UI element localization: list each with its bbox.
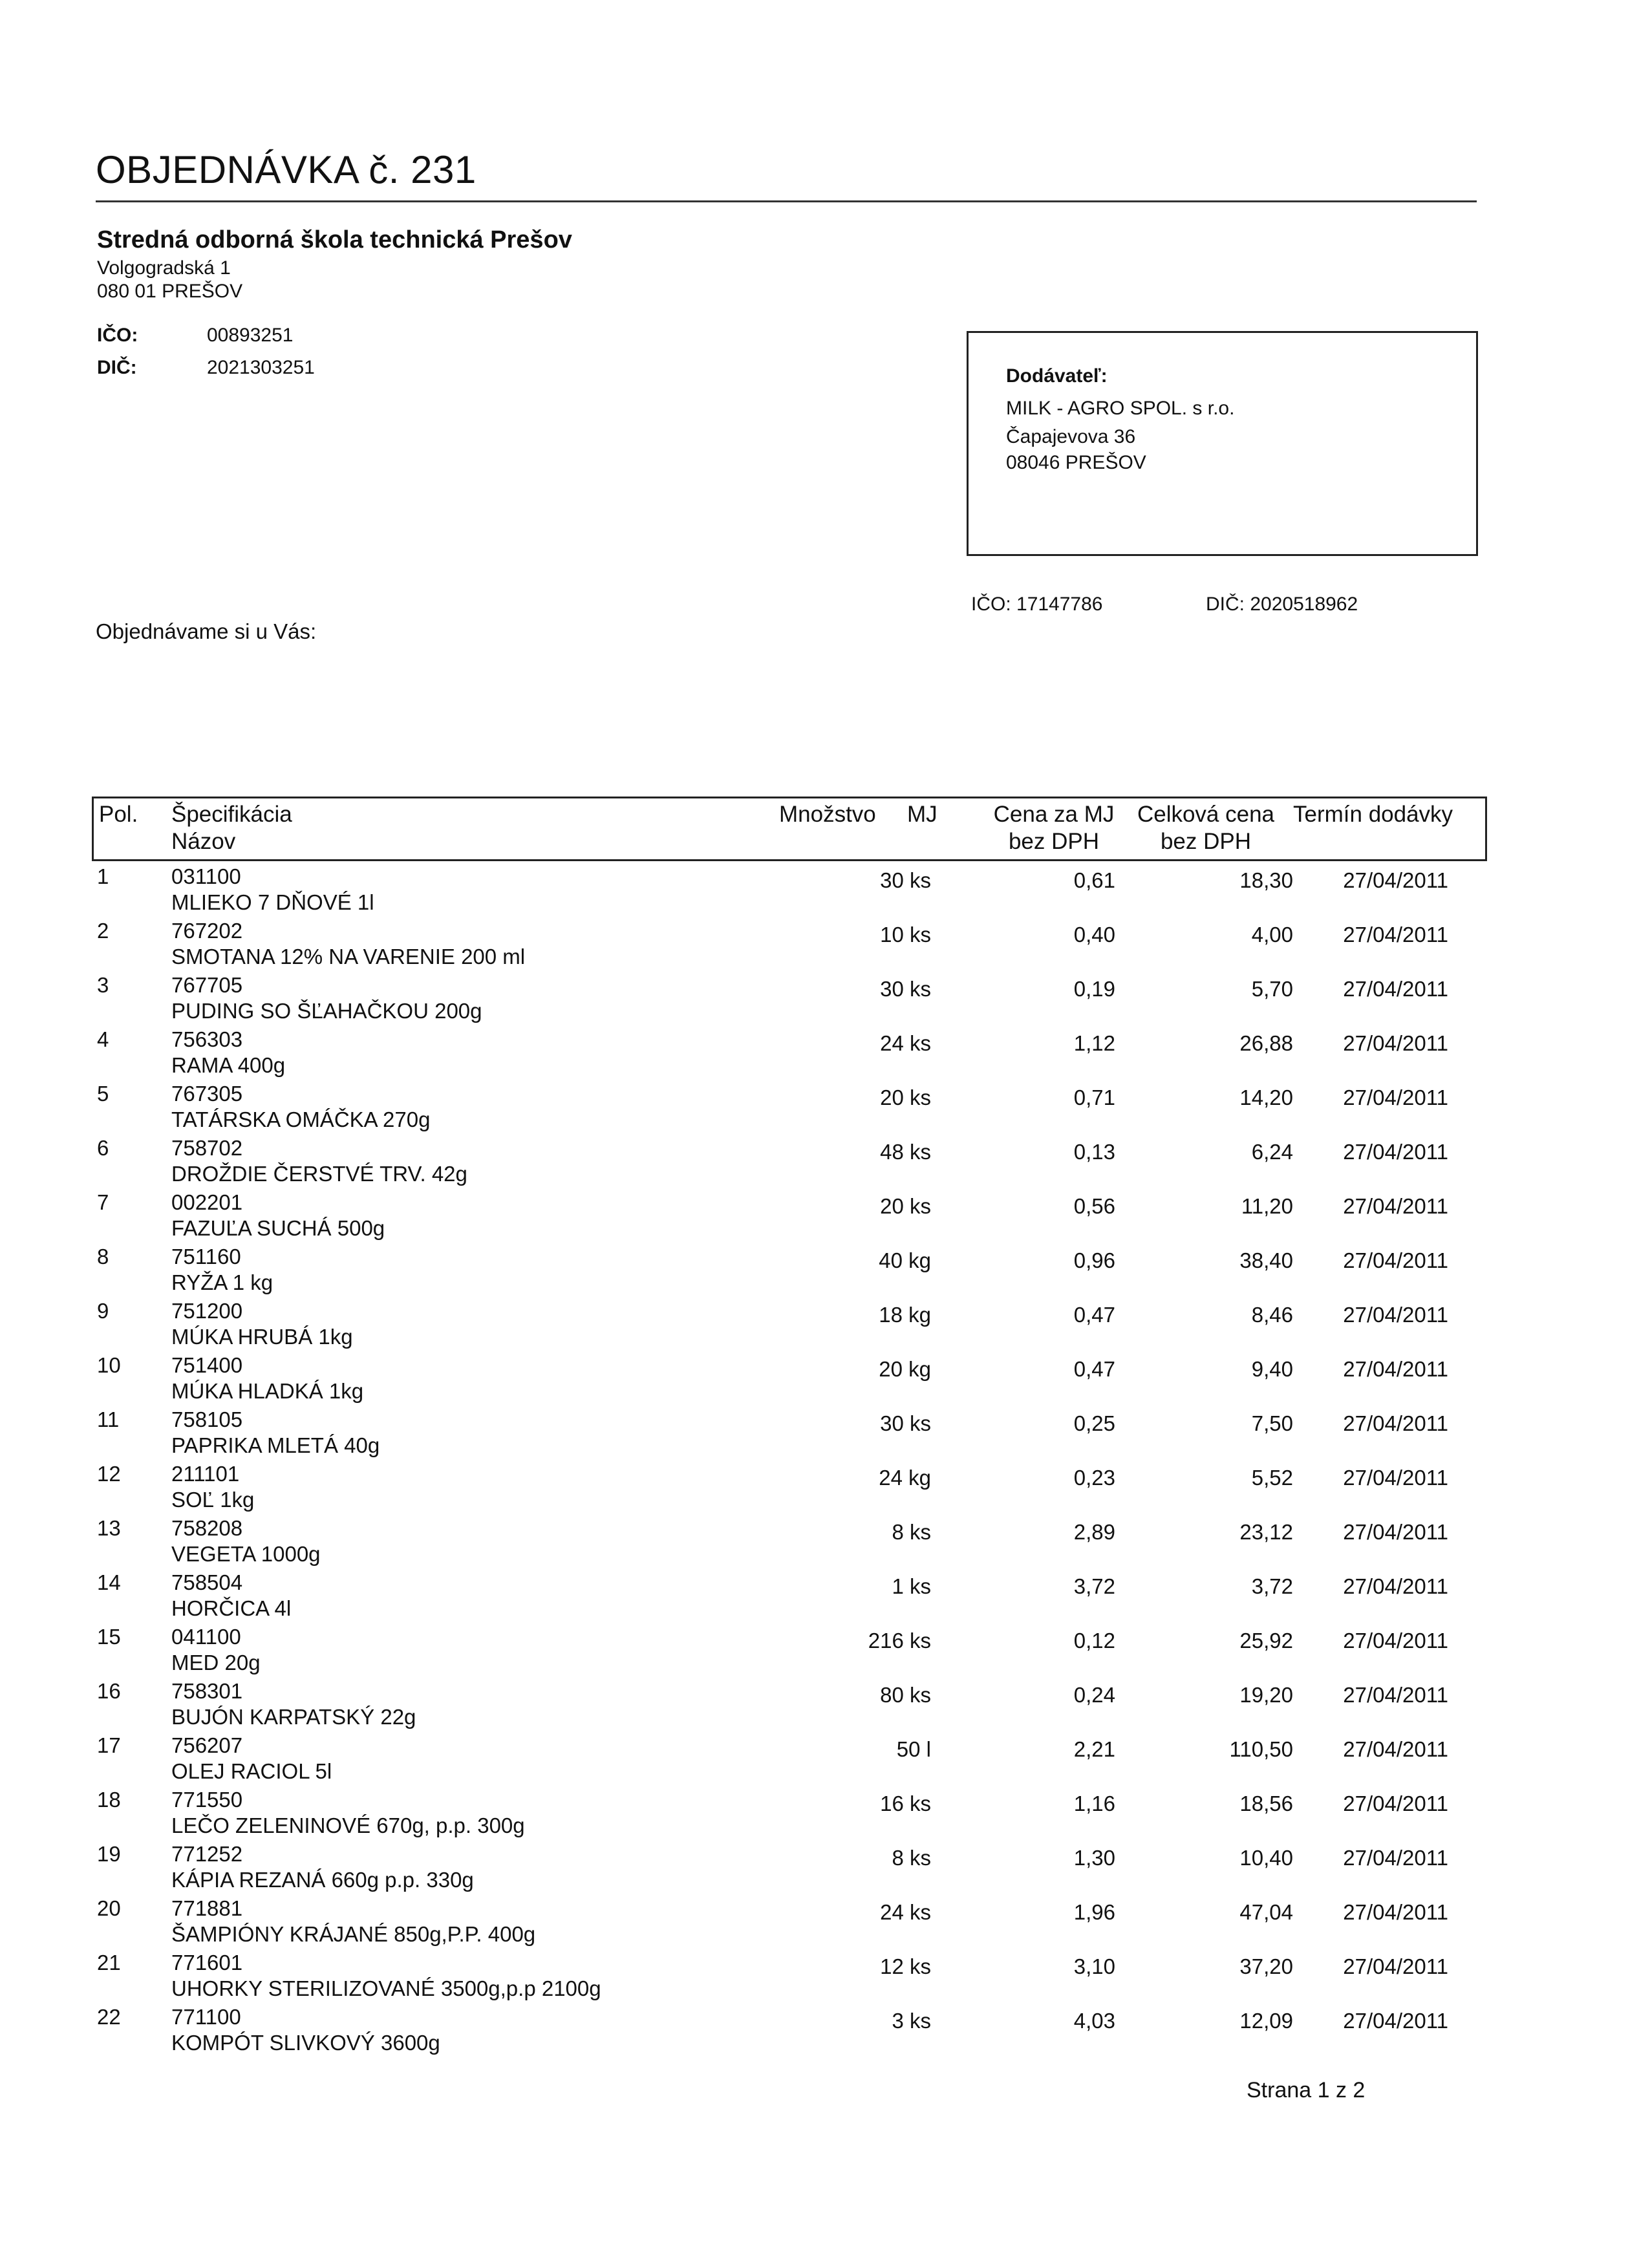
row-pos: 11 [97, 1407, 120, 1431]
table-row [0, 1787, 1650, 1841]
row-name: MLIEKO 7 DŇOVÉ 1l [171, 890, 374, 914]
row-unit-price: 0,25 [1073, 1411, 1115, 1435]
table-row [0, 1950, 1650, 2004]
row-code: 767202 [171, 919, 243, 943]
row-code: 758301 [171, 1679, 243, 1703]
row-pos: 8 [97, 1245, 109, 1268]
row-name: KÁPIA REZANÁ 660g p.p. 330g [171, 1868, 474, 1892]
row-unit-price: 4,03 [1073, 2009, 1115, 2033]
row-qty: 30 ks [880, 1411, 931, 1435]
row-name: TATÁRSKA OMÁČKA 270g [171, 1107, 431, 1131]
table-row [0, 1570, 1650, 1624]
row-qty: 10 ks [880, 923, 931, 947]
row-unit-price: 1,16 [1073, 1792, 1115, 1815]
row-qty: 1 ks [892, 1574, 931, 1598]
row-qty: 20 ks [880, 1194, 931, 1218]
table-row [0, 1841, 1650, 1896]
table-row [0, 1298, 1650, 1353]
row-unit-price: 2,21 [1073, 1737, 1115, 1761]
header-total-sub: bez DPH [1160, 829, 1252, 854]
row-qty: 8 ks [892, 1520, 931, 1544]
table-row [0, 1678, 1650, 1733]
row-delivery-date: 27/04/2011 [1343, 1086, 1448, 1109]
row-name: PUDING SO ŠĽAHAČKOU 200g [171, 999, 482, 1023]
row-qty: 30 ks [880, 977, 931, 1001]
row-name: VEGETA 1000g [171, 1542, 321, 1566]
row-unit-price: 0,13 [1073, 1140, 1115, 1164]
row-total: 26,88 [1239, 1031, 1293, 1055]
row-qty: 8 ks [892, 1846, 931, 1870]
row-total: 11,20 [1241, 1194, 1293, 1218]
row-pos: 20 [97, 1896, 121, 1920]
row-name: RYŽA 1 kg [171, 1270, 273, 1294]
row-name: OLEJ RACIOL 5l [171, 1759, 332, 1783]
row-qty: 40 kg [879, 1248, 931, 1272]
row-name: MÚKA HRUBÁ 1kg [171, 1325, 353, 1349]
row-delivery-date: 27/04/2011 [1343, 1140, 1448, 1164]
supplier-dic: DIČ: 2020518962 [1206, 594, 1358, 615]
row-total: 12,09 [1239, 2009, 1293, 2033]
row-total: 8,46 [1251, 1303, 1293, 1327]
row-code: 756303 [171, 1027, 243, 1051]
row-delivery-date: 27/04/2011 [1343, 1466, 1448, 1490]
row-delivery-date: 27/04/2011 [1343, 1574, 1448, 1598]
buyer-ico-label: IČO: [97, 325, 138, 346]
row-delivery-date: 27/04/2011 [1343, 1031, 1448, 1055]
row-qty: 80 ks [880, 1683, 931, 1707]
row-code: 771550 [171, 1788, 243, 1812]
row-qty: 24 kg [879, 1466, 931, 1490]
row-qty: 12 ks [880, 1954, 931, 1978]
row-pos: 2 [97, 919, 109, 943]
row-code: 751200 [171, 1299, 243, 1323]
table-row [0, 1733, 1650, 1787]
row-pos: 14 [97, 1570, 121, 1594]
row-unit-price: 0,40 [1073, 923, 1115, 947]
row-unit-price: 0,47 [1073, 1303, 1115, 1327]
row-total: 110,50 [1229, 1737, 1293, 1761]
buyer-name: Stredná odborná škola technická Prešov [97, 226, 572, 253]
row-unit-price: 0,47 [1073, 1357, 1115, 1381]
row-code: 041100 [171, 1625, 241, 1649]
row-pos: 17 [97, 1733, 121, 1757]
row-delivery-date: 27/04/2011 [1343, 1520, 1448, 1544]
row-unit-price: 3,10 [1073, 1954, 1115, 1978]
table-row [0, 1135, 1650, 1190]
row-pos: 6 [97, 1136, 109, 1160]
row-total: 37,20 [1239, 1954, 1293, 1978]
row-total: 38,40 [1239, 1248, 1293, 1272]
row-total: 25,92 [1239, 1629, 1293, 1653]
row-delivery-date: 27/04/2011 [1343, 1629, 1448, 1653]
row-qty: 3 ks [892, 2009, 931, 2033]
table-row [0, 1081, 1650, 1135]
row-total: 9,40 [1251, 1357, 1293, 1381]
row-name: KOMPÓT SLIVKOVÝ 3600g [171, 2031, 440, 2055]
row-qty: 30 ks [880, 868, 931, 892]
row-delivery-date: 27/04/2011 [1343, 1792, 1448, 1815]
table-row [0, 1190, 1650, 1244]
buyer-dic-label: DIČ: [97, 357, 137, 378]
row-delivery-date: 27/04/2011 [1343, 2009, 1448, 2033]
row-delivery-date: 27/04/2011 [1343, 1737, 1448, 1761]
row-pos: 19 [97, 1842, 121, 1866]
row-total: 19,20 [1239, 1683, 1293, 1707]
row-pos: 18 [97, 1788, 121, 1812]
row-code: 211101 [171, 1462, 240, 1486]
row-name: RAMA 400g [171, 1053, 286, 1077]
title-divider [96, 200, 1477, 202]
row-qty: 20 ks [880, 1086, 931, 1109]
order-intro: Objednávame si u Vás: [96, 619, 317, 643]
page-title: OBJEDNÁVKA č. 231 [96, 148, 477, 191]
header-name: Názov [171, 829, 236, 854]
row-delivery-date: 27/04/2011 [1343, 1194, 1448, 1218]
row-delivery-date: 27/04/2011 [1343, 1683, 1448, 1707]
row-delivery-date: 27/04/2011 [1343, 977, 1448, 1001]
row-code: 751160 [171, 1245, 241, 1268]
header-unit-price-sub: bez DPH [1008, 829, 1100, 854]
row-unit-price: 0,12 [1073, 1629, 1115, 1653]
row-code: 758504 [171, 1570, 243, 1594]
row-delivery-date: 27/04/2011 [1343, 1846, 1448, 1870]
supplier-box [967, 331, 1478, 556]
table-row [0, 2004, 1650, 2059]
row-pos: 16 [97, 1679, 121, 1703]
table-row [0, 1244, 1650, 1298]
supplier-street: Čapajevova 36 [1006, 426, 1136, 447]
row-name: MED 20g [171, 1651, 261, 1674]
row-pos: 21 [97, 1951, 121, 1974]
row-name: ŠAMPIÓNY KRÁJANÉ 850g,P.P. 400g [171, 1922, 536, 1946]
table-header [92, 797, 1487, 861]
row-qty: 24 ks [880, 1900, 931, 1924]
row-name: SMOTANA 12% NA VARENIE 200 ml [171, 945, 526, 968]
buyer-street: Volgogradská 1 [97, 257, 231, 279]
header-pos: Pol. [99, 802, 138, 827]
row-name: DROŽDIE ČERSTVÉ TRV. 42g [171, 1162, 467, 1186]
row-unit-price: 1,12 [1073, 1031, 1115, 1055]
buyer-dic-value: 2021303251 [207, 357, 315, 378]
header-spec: Špecifikácia [171, 802, 292, 827]
row-delivery-date: 27/04/2011 [1343, 1357, 1448, 1381]
table-row [0, 1407, 1650, 1461]
row-pos: 15 [97, 1625, 121, 1649]
row-name: HORČICA 4l [171, 1596, 292, 1620]
row-delivery-date: 27/04/2011 [1343, 1303, 1448, 1327]
table-row [0, 1353, 1650, 1407]
row-unit-price: 0,23 [1073, 1466, 1115, 1490]
row-total: 7,50 [1251, 1411, 1293, 1435]
row-qty: 16 ks [880, 1792, 931, 1815]
row-unit-price: 0,19 [1073, 977, 1115, 1001]
row-pos: 22 [97, 2005, 121, 2029]
row-total: 5,52 [1251, 1466, 1293, 1490]
row-name: LEČO ZELENINOVÉ 670g, p.p. 300g [171, 1813, 525, 1837]
row-code: 031100 [171, 864, 241, 888]
row-name: PAPRIKA MLETÁ 40g [171, 1433, 380, 1457]
row-name: SOĽ 1kg [171, 1488, 255, 1512]
row-total: 14,20 [1239, 1086, 1293, 1109]
supplier-ico: IČO: 17147786 [971, 594, 1103, 615]
row-total: 4,00 [1251, 923, 1293, 947]
row-name: FAZUĽA SUCHÁ 500g [171, 1216, 385, 1240]
row-unit-price: 0,24 [1073, 1683, 1115, 1707]
row-total: 3,72 [1251, 1574, 1293, 1598]
page-number: Strana 1 z 2 [1247, 2078, 1366, 2102]
header-total: Celková cena [1137, 802, 1275, 827]
row-delivery-date: 27/04/2011 [1343, 1954, 1448, 1978]
row-total: 18,30 [1239, 868, 1293, 892]
row-delivery-date: 27/04/2011 [1343, 923, 1448, 947]
table-row [0, 1896, 1650, 1950]
row-pos: 3 [97, 973, 109, 997]
row-pos: 10 [97, 1353, 121, 1377]
row-pos: 7 [97, 1190, 109, 1214]
table-row [0, 1624, 1650, 1678]
row-qty: 48 ks [880, 1140, 931, 1164]
row-pos: 4 [97, 1027, 109, 1051]
supplier-city: 08046 PREŠOV [1006, 452, 1146, 473]
row-unit-price: 1,96 [1073, 1900, 1115, 1924]
table-row [0, 918, 1650, 972]
row-code: 758702 [171, 1136, 243, 1160]
row-total: 10,40 [1239, 1846, 1293, 1870]
header-unit-price: Cena za MJ [993, 802, 1115, 827]
table-row [0, 1515, 1650, 1570]
row-name: BUJÓN KARPATSKÝ 22g [171, 1705, 416, 1729]
row-pos: 1 [97, 864, 109, 888]
row-delivery-date: 27/04/2011 [1343, 1248, 1448, 1272]
buyer-ico-value: 00893251 [207, 325, 294, 346]
row-code: 771252 [171, 1842, 243, 1866]
row-unit-price: 0,56 [1073, 1194, 1115, 1218]
row-delivery-date: 27/04/2011 [1343, 1900, 1448, 1924]
row-code: 767705 [171, 973, 243, 997]
row-code: 771601 [171, 1951, 243, 1974]
row-name: UHORKY STERILIZOVANÉ 3500g,p.p 2100g [171, 1976, 601, 2000]
row-unit-price: 2,89 [1073, 1520, 1115, 1544]
header-qty: Množstvo [779, 802, 876, 827]
row-code: 758105 [171, 1407, 243, 1431]
supplier-name: MILK - AGRO SPOL. s r.o. [1006, 398, 1235, 419]
row-code: 751400 [171, 1353, 243, 1377]
table-row [0, 1461, 1650, 1515]
row-qty: 24 ks [880, 1031, 931, 1055]
row-total: 47,04 [1239, 1900, 1293, 1924]
row-total: 5,70 [1251, 977, 1293, 1001]
row-delivery-date: 27/04/2011 [1343, 1411, 1448, 1435]
row-code: 758208 [171, 1516, 243, 1540]
row-code: 771881 [171, 1896, 243, 1920]
table-row [0, 1027, 1650, 1081]
header-unit: MJ [907, 802, 938, 827]
row-qty: 18 kg [879, 1303, 931, 1327]
row-pos: 5 [97, 1082, 109, 1106]
row-unit-price: 0,71 [1073, 1086, 1115, 1109]
row-pos: 9 [97, 1299, 109, 1323]
row-unit-price: 0,61 [1073, 868, 1115, 892]
row-total: 23,12 [1239, 1520, 1293, 1544]
supplier-heading: Dodávateľ: [1006, 365, 1108, 387]
row-pos: 12 [97, 1462, 121, 1486]
row-code: 771100 [171, 2005, 241, 2029]
row-qty: 216 ks [868, 1629, 931, 1653]
row-code: 767305 [171, 1082, 243, 1106]
row-unit-price: 1,30 [1073, 1846, 1115, 1870]
table-row [0, 864, 1650, 918]
row-qty: 50 l [896, 1737, 931, 1761]
row-total: 18,56 [1239, 1792, 1293, 1815]
buyer-city: 080 01 PREŠOV [97, 281, 243, 302]
row-code: 002201 [171, 1190, 243, 1214]
row-unit-price: 0,96 [1073, 1248, 1115, 1272]
row-qty: 20 kg [879, 1357, 931, 1381]
row-total: 6,24 [1251, 1140, 1293, 1164]
row-delivery-date: 27/04/2011 [1343, 868, 1448, 892]
header-delivery: Termín dodávky [1293, 802, 1453, 827]
row-pos: 13 [97, 1516, 121, 1540]
row-code: 756207 [171, 1733, 243, 1757]
table-row [0, 972, 1650, 1027]
row-name: MÚKA HLADKÁ 1kg [171, 1379, 364, 1403]
row-unit-price: 3,72 [1073, 1574, 1115, 1598]
